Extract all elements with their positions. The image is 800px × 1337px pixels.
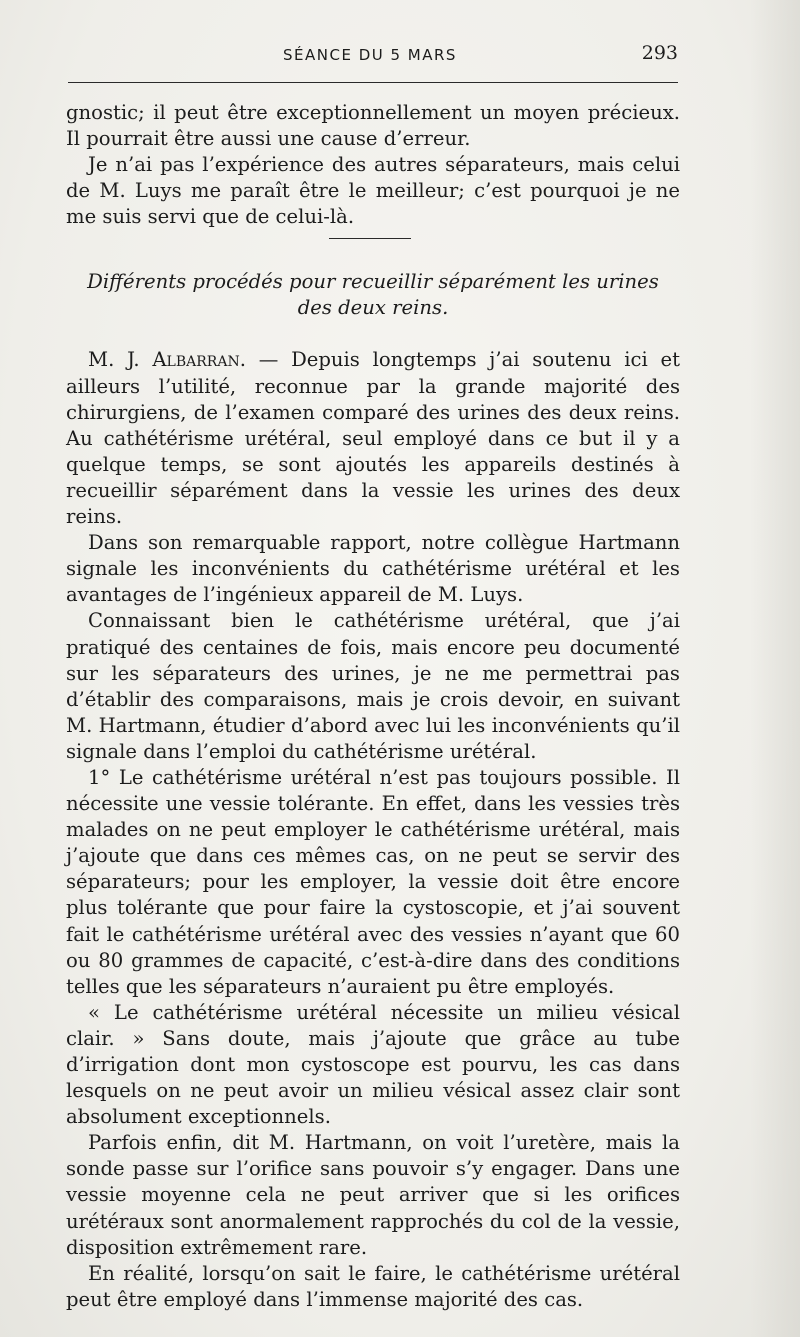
section-divider [329, 238, 411, 239]
running-title: SÉANCE DU 5 MARS [283, 46, 457, 64]
header-rule [68, 82, 678, 83]
paragraph: En réalité, lorsqu’on sait le faire, le cathétérisme urétéral peut être employé dans l’immense majorité des cas. [66, 1261, 680, 1311]
paragraph: Parfois enfin, dit M. Hartmann, on voit l’uretère, mais la sonde passe sur l’orifice sans pouvoir s’y engager. Dans une vessie moyenne cela ne peut arriver que si les orifices urétéraux sont anormalement rapprochés du col de la vessie, disposition extrêmement rare. [66, 1131, 680, 1259]
paragraph: Dans son remarquable rapport, notre collègue Hartmann signale les inconvénients du cathétérisme urétéral et les avantages de l’ingénieux appareil de M. Luys. [66, 531, 680, 607]
page-header [68, 42, 678, 72]
speaker-name: Albarran. [152, 348, 246, 372]
paragraph: gnostic; il peut être exceptionnellement un moyen précieux. Il pourrait être aussi une cause d’erreur. [66, 101, 680, 151]
speaker-prefix: M. J. [88, 348, 153, 372]
page-edge-shadow [750, 0, 800, 1337]
section-heading [66, 269, 680, 321]
paragraph: 1° Le cathétérisme urétéral n’est pas toujours possible. Il nécessite une vessie tolérante. En effet, dans les vessies très malades on ne peut employer le cathétérisme urétéral, mais j’ajoute que dans ces mêmes cas, on ne peut se servir des séparateurs; pour les employer, la vessie doit être encore plus tolérante que pour faire la cystoscopie, et j’ai souvent fait le cathétérisme urétéral avec des vessies n’ayant que 60 ou 80 grammes de capacité, c’est-à-dire dans des conditions telles que les séparateurs n’auraient pu être employés. [66, 765, 680, 998]
paragraph: Connaissant bien le cathétérisme urétéral, que j’ai pratiqué des centaines de fois, mais encore peu documenté sur les séparateurs des urines, je ne me permettrai pas d’établir des comparaisons, mais je crois devoir, en suivant M. Hartmann, étudier d’abord avec lui les inconvénients qu’il signale dans l’emploi du cathétérisme urétéral. [66, 609, 680, 763]
paragraph [66, 347, 680, 530]
section-heading-line: des deux reins. [297, 296, 449, 320]
page-number: 293 [641, 42, 678, 64]
paragraph: Je n’ai pas l’expérience des autres séparateurs, mais celui de M. Luys me paraît être le meilleur; c’est pourquoi je ne me suis servi que de celui-là. [66, 153, 680, 229]
paragraph-text: — Depuis longtemps j’ai soutenu ici et ailleurs l’utilité, reconnue par la grande majorité des chirurgiens, de l’examen comparé des urines des deux reins. Au cathétérisme urétéral, seul employé dans ce but il y a quelque temps, se sont ajoutés les appareils destinés à recueillir séparément dans la vessie les urines des deux reins. [66, 348, 680, 529]
paragraph: « Le cathétérisme urétéral nécessite un milieu vésical clair. » Sans doute, mais j’ajoute que grâce au tube d’irrigation dont mon cystoscope est pourvu, les cas dans lesquels on ne peut avoir un milieu vésical assez clair sont absolument exceptionnels. [66, 1000, 680, 1129]
body-text [66, 100, 680, 1313]
section-heading-line: Différents procédés pour recueillir séparément les urines [87, 270, 659, 294]
